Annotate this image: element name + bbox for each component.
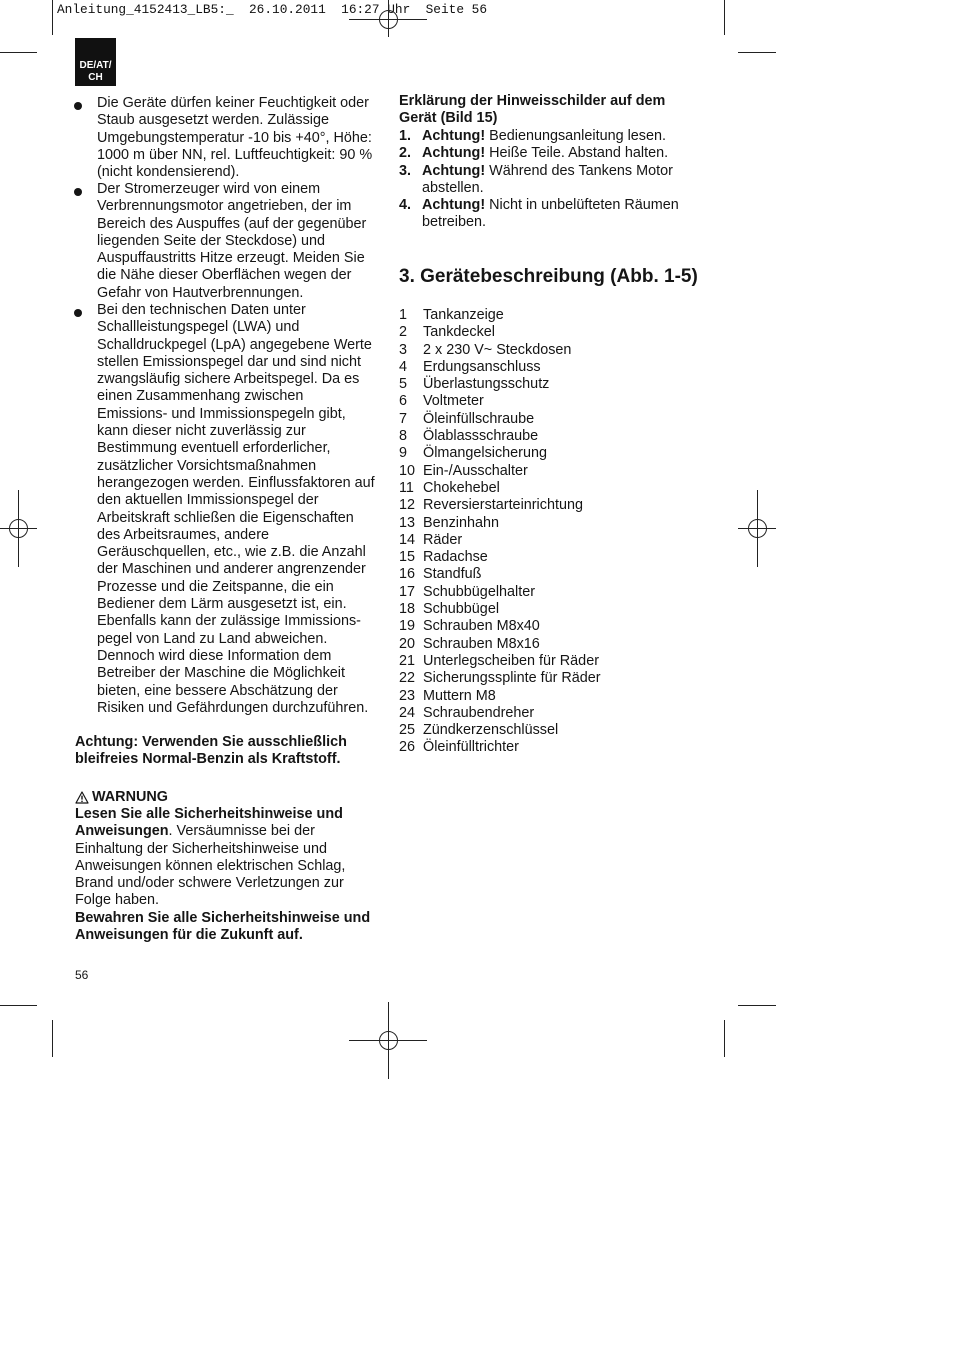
part-label: Chokehebel xyxy=(423,479,500,496)
part-number: 26 xyxy=(399,739,416,756)
sign-lead: Achtung! xyxy=(422,128,486,144)
parts-list-item xyxy=(399,653,601,670)
parts-list-item xyxy=(399,463,601,480)
part-label: Unterlegscheiben für Räder xyxy=(423,652,599,669)
registration-mark xyxy=(738,490,776,567)
part-number: 11 xyxy=(399,479,414,496)
parts-list-item xyxy=(399,393,601,410)
parts-list-item xyxy=(399,670,601,687)
part-number: 22 xyxy=(399,670,416,687)
parts-list-item xyxy=(399,739,601,756)
page-number: 56 xyxy=(75,968,89,982)
part-number: 1 xyxy=(399,307,408,323)
bullet-icon xyxy=(74,102,82,110)
parts-list-item xyxy=(399,722,601,739)
parts-list-item xyxy=(399,549,601,566)
part-label: Erdungsanschluss xyxy=(423,358,541,375)
part-number: 12 xyxy=(399,497,416,514)
parts-list xyxy=(399,307,601,757)
part-number: 25 xyxy=(399,722,416,739)
sign-lead: Achtung! xyxy=(422,197,486,214)
parts-list-item xyxy=(399,705,601,722)
sign-number: 2. xyxy=(399,145,412,162)
part-number: 6 xyxy=(399,393,408,410)
bullet-text: Der Stromerzeuger wird von einem Verbrennungsmotor angetrieben, der im Bereich des Auspuffes (auf der gegenüber liegenden Seite der Steckdose) und Auspuffaustritts Hitze erzeugt. Meiden Sie die Nähe dieser Oberflächen wegen der Gefahr von Hautverbrennungen. xyxy=(97,181,367,301)
part-label: Überlastungsschutz xyxy=(423,376,550,393)
sign-description: Heiße Teile. Abstand halten. xyxy=(485,145,669,162)
parts-list-item xyxy=(399,497,601,514)
bullet-icon xyxy=(74,188,82,196)
part-number: 5 xyxy=(399,376,408,393)
sign-lead: Achtung! xyxy=(422,162,486,179)
part-number: 23 xyxy=(399,687,416,704)
warning-text: . Versäumnisse bei der Einhaltung der Sicherheitshinweise und Anweisungen können elektrischen Schlag, Brand und/oder schwere Verletzungen zur Folge haben. xyxy=(75,823,346,909)
sign-text xyxy=(422,163,679,198)
warning-keep-instructions: Bewahren Sie alle Sicherheitshinweise und Anweisungen für die Zukunft auf. xyxy=(75,910,371,944)
part-number: 7 xyxy=(399,410,408,427)
sign-number: 4. xyxy=(399,197,412,214)
part-label: Schraubendreher xyxy=(423,704,535,721)
part-label: Radachse xyxy=(423,549,488,566)
bullet-text: Die Geräte dürfen keiner Feuchtigkeit oder Staub ausgesetzt werden. Zulässige Umgebungstemperatur -10 bis +40°, Höhe: 1000 m über NN, rel. Luftfeuchtigkeit: 90 % (nicht kondensierend). xyxy=(97,95,373,181)
part-number: 18 xyxy=(399,601,416,618)
parts-list-item xyxy=(399,636,601,653)
parts-list-item xyxy=(399,618,601,635)
parts-list-item xyxy=(399,688,601,705)
warning-title: WARNUNG xyxy=(92,789,168,805)
parts-list-item xyxy=(399,532,601,549)
part-label: Ölablassschraube xyxy=(423,428,539,445)
sign-text xyxy=(422,145,679,162)
language-badge-line-1: DE/AT/ xyxy=(79,60,112,71)
part-label: 2 x 230 V~ Steckdosen xyxy=(423,341,572,358)
part-label: Ein-/Ausschalter xyxy=(423,462,528,479)
part-number: 8 xyxy=(399,428,408,445)
bullet-icon xyxy=(74,309,82,317)
section-heading: 3. Gerätebeschreibung (Abb. 1-5) xyxy=(399,266,698,287)
parts-list-item xyxy=(399,411,601,428)
part-label: Räder xyxy=(423,531,463,548)
part-label: Schrauben M8x40 xyxy=(423,618,540,635)
part-number: 9 xyxy=(399,445,408,462)
print-slug: Anleitung_4152413_LB5:_ 26.10.2011 16:27 Uhr Seite 56 xyxy=(57,2,488,17)
parts-list-item xyxy=(399,342,601,359)
registration-mark xyxy=(349,0,427,37)
parts-list-item xyxy=(399,515,601,532)
part-label: Tankanzeige xyxy=(423,307,504,323)
parts-list-item xyxy=(399,584,601,601)
part-number: 19 xyxy=(399,618,416,635)
part-number: 3 xyxy=(399,341,408,358)
warning-bold-intro: Lesen Sie alle Sicherheitshinweise und Anweisungen xyxy=(75,806,343,840)
part-label: Ölmangelsicherung xyxy=(423,445,547,462)
language-badge xyxy=(75,38,116,86)
part-label: Muttern M8 xyxy=(423,687,496,704)
sign-description: Während des Tankens Motor abstellen. xyxy=(422,162,673,196)
part-number: 17 xyxy=(399,583,416,600)
part-label: Öleinfülltrichter xyxy=(423,739,519,756)
part-number: 2 xyxy=(399,324,408,341)
bullet-text: Bei den technischen Daten unter Schallleistungspegel (LWA) und Schalldruckpegel (LpA) angegebene Werte stellen Emissionspegel dar und sind nicht zwangsläufig sichere Arbeitspegel. Da es einen Zusammenhang zwischen Emissions- und Immissionspegeln gibt, kann dieser nicht zuverlässig zur Bestimmung eventuell erforderlicher, zusätzlicher Vorsichtsmaßnahmen herangezogen werden. Einflussfaktoren auf den aktuellen Immissionspegel der Arbeitskraft schließen die Eigenschaften des Arbeitsraumes, andere Geräuschquellen, etc., wie z.B. die Anzahl der Maschinen und anderer angrenzender Prozesse und die Zeitspanne, die ein Bediener dem Lärm ausgesetzt ist, ein. Ebenfalls kann der zulässige Immissions- pegel von Land zu Land abweichen. Dennoch wird diese Information dem Betreiber der Maschine die Möglichkeit bieten, eine bessere Abschätzung der Risiken und Gefährdungen durchzuführen. xyxy=(97,302,375,716)
part-number: 10 xyxy=(399,462,416,479)
part-number: 4 xyxy=(399,358,408,375)
part-label: Reversierstarteinrichtung xyxy=(423,497,583,514)
part-label: Schubbügelhalter xyxy=(423,583,536,600)
sign-lead: Achtung! xyxy=(422,145,486,162)
parts-list-item xyxy=(399,566,601,583)
registration-mark xyxy=(0,490,37,567)
parts-list-item xyxy=(399,445,601,462)
parts-list-item xyxy=(399,480,601,497)
signs-heading: Erklärung der Hinweisschilder auf dem Gerät (Bild 15) xyxy=(399,93,666,127)
parts-list-item xyxy=(399,601,601,618)
warning-triangle-icon xyxy=(75,791,89,804)
sign-number: 3. xyxy=(399,162,412,179)
part-number: 21 xyxy=(399,652,416,669)
sign-item xyxy=(399,163,679,198)
sign-text xyxy=(422,128,679,145)
signs-list xyxy=(399,128,679,232)
part-number: 14 xyxy=(399,531,416,548)
part-label: Standfuß xyxy=(423,566,482,583)
parts-list-item xyxy=(399,359,601,376)
part-label: Sicherungssplinte für Räder xyxy=(423,670,601,687)
parts-list-item xyxy=(399,376,601,393)
sign-description: Bedienungsanleitung lesen. xyxy=(485,128,666,144)
part-number: 15 xyxy=(399,549,416,566)
sign-item xyxy=(399,145,679,162)
parts-list-item xyxy=(399,307,601,324)
sign-text xyxy=(422,197,679,232)
sign-item xyxy=(399,128,679,145)
part-label: Benzinhahn xyxy=(423,514,500,531)
parts-list-item xyxy=(399,324,601,341)
part-label: Tankdeckel xyxy=(423,324,495,341)
part-label: Schubbügel xyxy=(423,601,500,618)
part-label: Schrauben M8x16 xyxy=(423,635,540,652)
sign-description: Nicht in unbelüfteten Räumen betreiben. xyxy=(422,197,679,231)
fuel-notice: Achtung: Verwenden Sie ausschließlich bleifreies Normal-Benzin als Kraftstoff. xyxy=(75,734,347,768)
part-label: Voltmeter xyxy=(423,393,484,410)
part-number: 20 xyxy=(399,635,416,652)
sign-item xyxy=(399,197,679,232)
part-label: Zündkerzenschlüssel xyxy=(423,722,559,739)
registration-mark xyxy=(349,1002,427,1079)
part-number: 13 xyxy=(399,514,416,531)
part-number: 16 xyxy=(399,566,416,583)
language-badge-line-2: CH xyxy=(88,72,103,83)
part-number: 24 xyxy=(399,704,416,721)
sign-number: 1. xyxy=(399,128,412,144)
parts-list-item xyxy=(399,428,601,445)
part-label: Öleinfüllschraube xyxy=(423,410,535,427)
warning-paragraph xyxy=(75,806,345,910)
